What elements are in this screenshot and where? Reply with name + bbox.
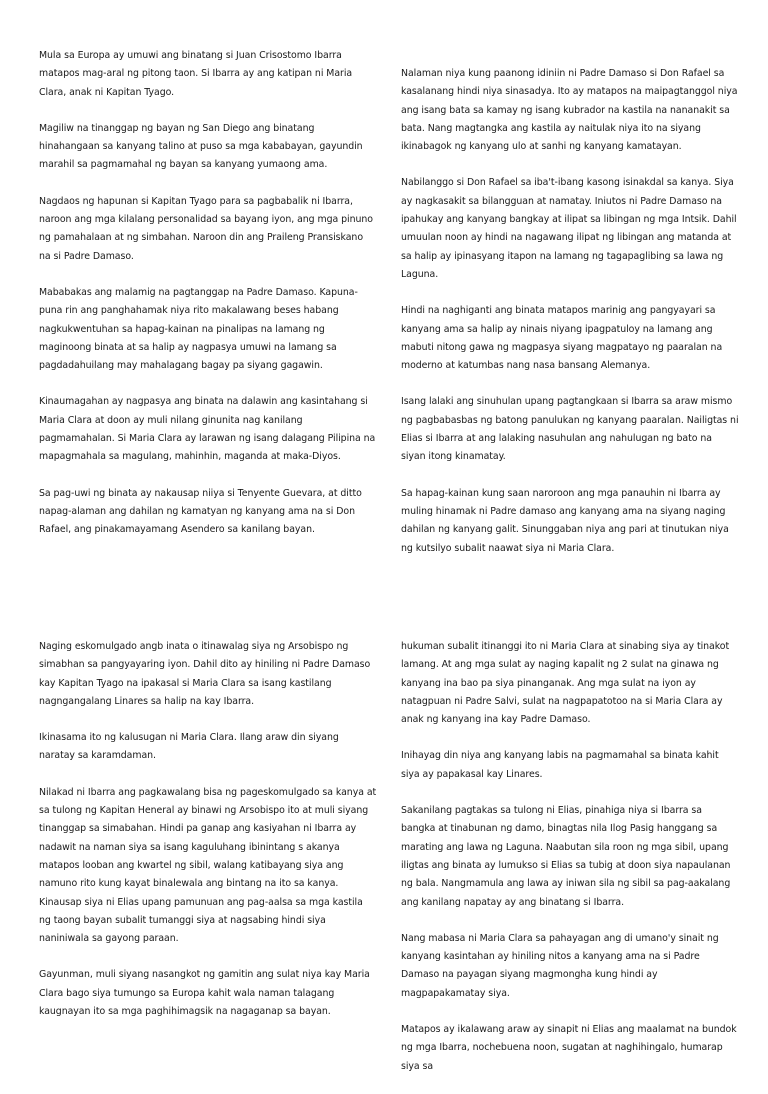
paragraph: Nabilanggo si Don Rafael sa iba't-ibang kasong isinakdal sa kanya. Siya ay nagkasakit sa bilangguan at namatay. Iniutos ni Padre Damaso na ipahukay ang kanyang bangkay at ilipat sa libingan ng mga Intsik. Dahil umuulan noon ay hindi na nagawang ilipat ng libingan ang matanda at sa halip ay ipinasyang itapon na lamang ng tagapaglibing sa lawa ng Laguna. [401, 177, 737, 280]
top-right-column [401, 65, 739, 576]
paragraph: Mula sa Europa ay umuwi ang binatang si Juan Crisostomo Ibarra matapos mag-aral ng pitong taon. Si Ibarra ay ang katipan ni Maria Clara, anak ni Kapitan Tyago. [39, 50, 353, 98]
paragraph: Gayunman, muli siyang nasangkot ng gamitin ang sulat niya kay Maria Clara bago siya tumungo sa Europa kahit wala naman talagang kaugnayan ito sa mga paghihimagsik na nagaganap sa bayan. [39, 969, 370, 1018]
paragraph: Nalaman niya kung paanong idiniin ni Padre Damaso si Don Rafael sa kasalanang hindi niya sinasadya. Ito ay matapos na maipagtanggol niya ang isang bata sa kamay ng isang kubrador na kastila na nananakit sa bata. Nang magtangka ang kastila ay naitulak niya ito na siyang ikinabagok ng kanyang ulo at sanhi ng kanyang kamatayan. [401, 68, 738, 153]
paragraph: Nilakad ni Ibarra ang pagkawalang bisa ng pageskomulgado sa kanya at sa tulong ng Kapitan Heneral ay binawi ng Arsobispo ito at muli siyang tinanggap sa simabahan. Hindi pa ganap ang kasiyahan ni Ibarra ay nadawit na naman siya sa isang kaguluhang ibinintang s akanya matapos looban ang kwartel ng sibil, walang katibayang siya ang namuno rito kung kayat binalewala ang bintang na ito sa kanya. Kinausap siya ni Elias upang pamunuan ang pag-aalsa sa mga kastila ng taong bayan subalit tumanggi siya at nagsabing hindi siya naniniwala sa gayong paraan. [39, 786, 377, 945]
paragraph: Sa pag-uwi ng binata ay nakausap niiya si Tenyente Guevara, at ditto napag-alaman ang dahilan ng kamatyan ng kanyang ama na si Don Rafael, ang pinakamayamang Asendero sa kanilang bayan. [39, 487, 362, 536]
paragraph: Sakanilang pagtakas sa tulong ni Elias, pinahiga niya si Ibarra sa bangka at tinabunan ng damo, binagtas nila Ilog Pasig hanggang sa marating ang lawa ng Laguna. Naabutan sila roon ng mga sibil, upang iligtas ang binata ay lumukso si Elias sa tubig at doon siya napaulanan ng bala. Nangmamula ang lawa ay iniwan sila ng sibil sa pag-aakalang ang kanilang napatay ay ang binatang si Ibarra. [401, 805, 731, 908]
paragraph: Mababakas ang malamig na pagtanggap na Padre Damaso. Kapuna-puna rin ang panghahamak niya rito makalawang beses habang nagkukwentuhan sa hapag-kainan na pinalipas na lamang ng maginoong binata at sa halip ay nagpasya umuwi na lamang sa pagdadahuilang may mahalagang bagay pa siyang gagawin. [39, 286, 358, 372]
paragraph: Magiliw na tinanggap ng bayan ng San Diego ang binatang hinahangaan sa kanyang talino at puso sa mga kababayan, gayundin marahil sa pagmamahal ng bayan sa kanyang yumaong ama. [39, 122, 363, 171]
paragraph: Nang mabasa ni Maria Clara sa pahayagan ang di umano'y sinait ng kanyang kasintahan ay hiniling nitos a kanyang ama na si Padre Damaso na payagan siyang magmongha kung hindi ay magpapakamatay siya. [401, 932, 719, 999]
bottom-left-column [39, 638, 377, 1039]
paragraph: Hindi na naghiganti ang binata matapos marinig ang pangyayari sa kanyang ama sa halip ay ninais niyang ipagpatuloy na lamang ang mabuti nitong gawa ng magpasya siyang magpatayo ng paaralan na moderno at katumbas nang nasa bansang Alemanya. [401, 305, 723, 372]
paragraph: Nagdaos ng hapunan si Kapitan Tyago para sa pagbabalik ni Ibarra, naroon ang mga kilalang personalidad sa bayang iyon, ang mga pinuno ng pamahalaan at ng simbahan. Naroon din ang Praileng Pransiskano na si Padre Damaso. [39, 195, 373, 262]
paragraph: Isang lalaki ang sinuhulan upang pagtangkaan si Ibarra sa araw mismo ng pagbabasbas ng batong panulukan ng kanyang paaralan. Nailigtas ni Elias si Ibarra at ang lalaking nasuhulan ang nahulugan ng bato na siyan itong kinamatay. [401, 396, 739, 463]
paragraph: Sa hapag-kainan kung saan naroroon ang mga panauhin ni Ibarra ay muling hinamak ni Padre damaso ang kanyang ama na siyang naging dahilan ng kanyang galit. Sinunggaban niya ang pari at tinutukan niya ng kutsilyo subalit naawat siya ni Maria Clara. [401, 487, 729, 554]
top-left-column [39, 47, 377, 558]
paragraph: Kinaumagahan ay nagpasya ang binata na dalawin ang kasintahang si Maria Clara at doon ay muli nilang ginunita nag kanilang pagmamahalan. Si Maria Clara ay larawan ng isang dalagang Pilipina na mapagmahala sa magulang, mahinhin, maganda at maka-Diyos. [39, 396, 376, 463]
paragraph: Matapos ay ikalawang araw ay sinapit ni Elias ang maalamat na bundok ng mga Ibarra, nochebuena noon, sugatan at naghihingalo, humarap siya sa [401, 1024, 737, 1072]
paragraph: hukuman subalit itinanggi ito ni Maria Clara at sinabing siya ay tinakot lamang. At ang mga sulat ay naging kapalit ng 2 sulat na ginawa ng kanyang ina bao pa siya pinanganak. Ang mga sulat na iyon ay natagpuan ni Padre Salvi, sulat na nagpapatotoo na si Maria Clara ay anak ng kanyang ina kay Padre Damaso. [401, 641, 730, 726]
paragraph: Ikinasama ito ng kalusugan ni Maria Clara. Ilang araw din siyang naratay sa karamdaman. [39, 732, 339, 762]
bottom-right-column [401, 638, 739, 1094]
paragraph: Naging eskomulgado angb inata o itinawalag siya ng Arsobispo ng simabhan sa pangyayaring iyon. Dahil dito ay hiniling ni Padre Damaso kay Kapitan Tyago na ipakasal si Maria Clara sa isang kastilang nagngangalang Linares sa halip na kay Ibarra. [39, 641, 371, 707]
paragraph: Inihayag din niya ang kanyang labis na pagmamahal sa binata kahit siya ay papakasal kay Linares. [401, 750, 719, 780]
bottom-page [0, 600, 768, 1072]
